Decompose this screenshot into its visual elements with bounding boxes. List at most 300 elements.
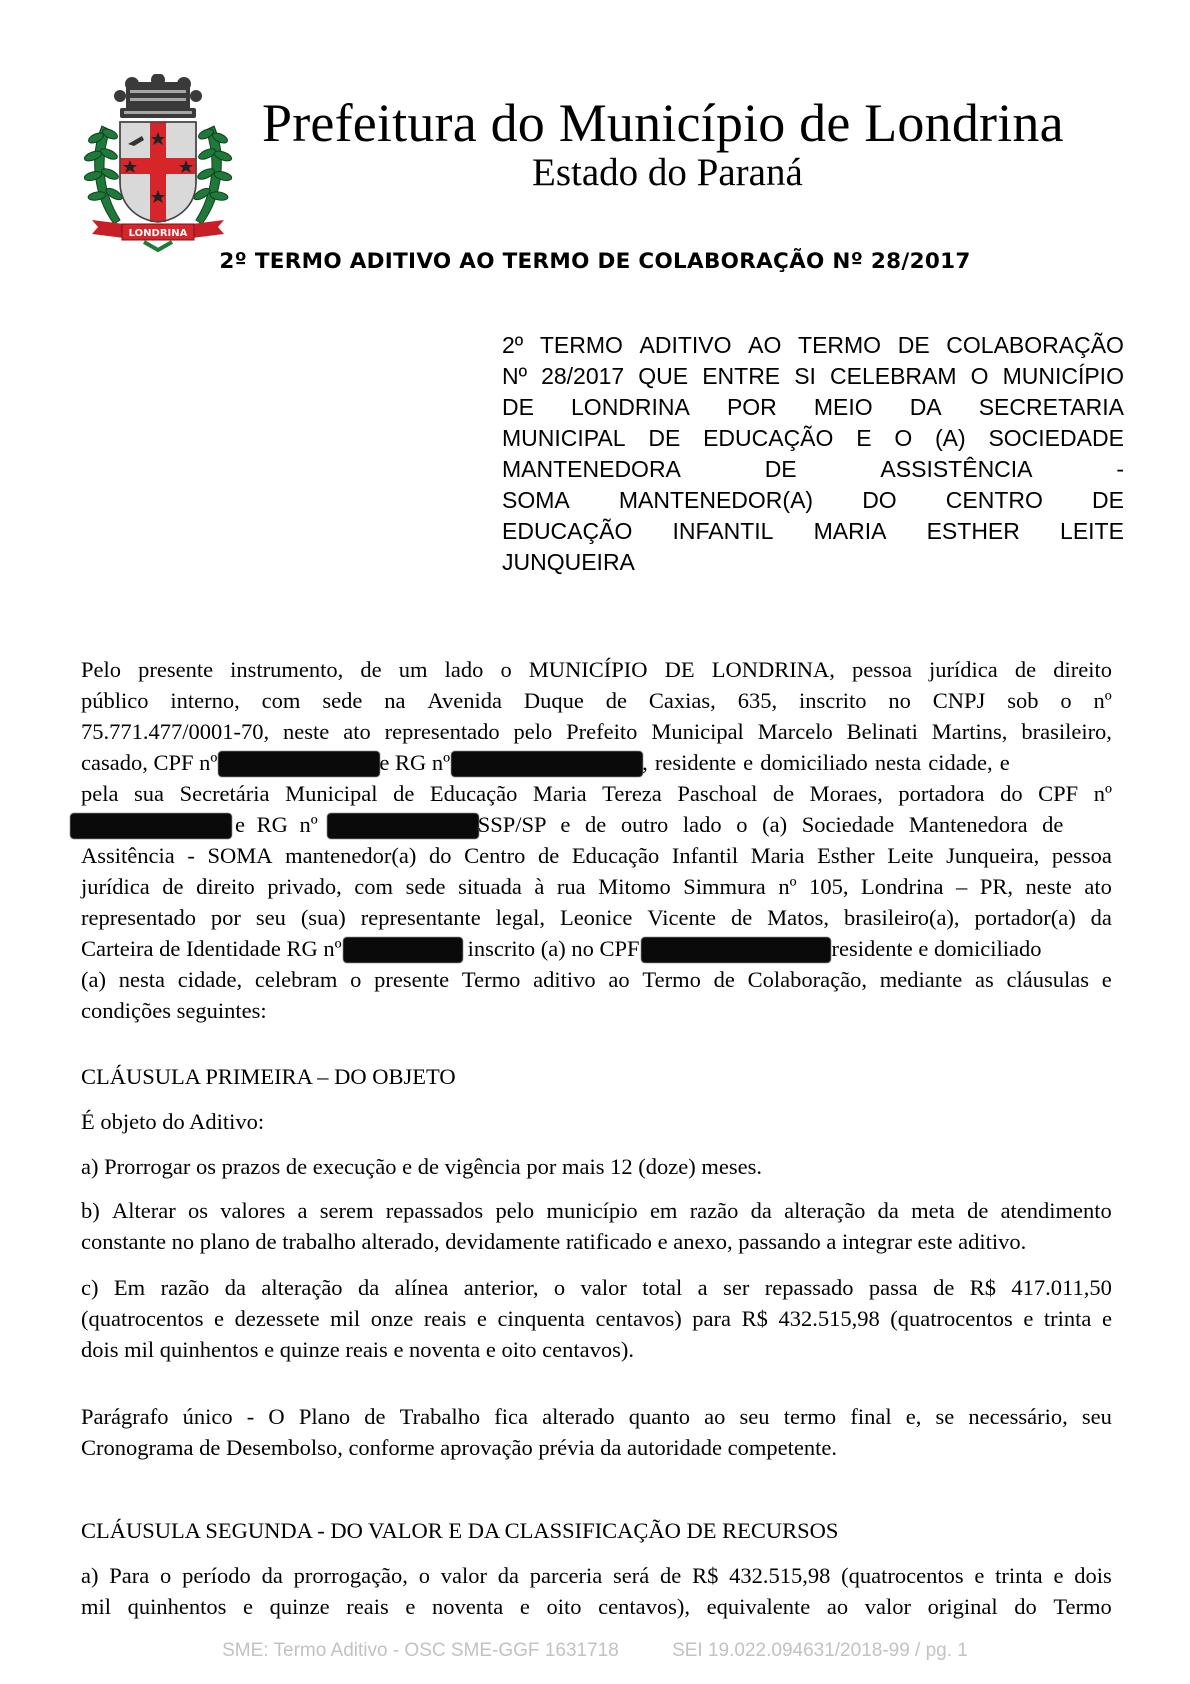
word: INFANTIL — [672, 518, 774, 544]
word: da — [497, 1563, 520, 1588]
word: reais — [423, 1306, 467, 1331]
word: Termo — [642, 967, 701, 992]
word: de — [933, 1275, 955, 1300]
word: do — [428, 843, 452, 868]
word: CPF — [1038, 781, 1079, 806]
word: – — [956, 874, 968, 899]
word: à — [534, 874, 545, 899]
word: Caxias, — [648, 688, 716, 713]
word: cidade, — [177, 967, 243, 992]
word: se — [935, 1404, 955, 1429]
paragrafo-unico: Cronograma de Desembolso, conforme aprovação prévia da autoridade competente. — [81, 1435, 837, 1460]
word: R$ — [692, 1563, 719, 1588]
word: atendimento — [1000, 1198, 1112, 1223]
word: Em — [113, 1275, 146, 1300]
word: LONDRINA, — [711, 657, 835, 682]
word: sua — [134, 781, 165, 806]
word: nº — [1093, 688, 1112, 713]
word: Secretária — [179, 781, 270, 806]
word: cinquenta — [497, 1306, 585, 1331]
word: ADITIVO — [639, 332, 732, 358]
word: repassado — [764, 1275, 854, 1300]
summary-line — [502, 330, 1124, 361]
word: MANTENEDOR(A) — [618, 487, 814, 513]
word: dezessete — [234, 1306, 320, 1331]
word: presente — [374, 967, 450, 992]
word: representante — [360, 905, 481, 930]
word: 75.771.477/0001-70, — [81, 719, 270, 744]
body-line — [81, 686, 1112, 716]
word: DE — [648, 425, 681, 451]
word: pelo — [495, 1198, 535, 1223]
word: MANTENEDORA — [502, 456, 681, 482]
word: pela — [81, 781, 119, 806]
word: Centro — [464, 843, 526, 868]
word: mil — [330, 1306, 361, 1331]
word: inscrito — [798, 688, 867, 713]
document-heading: 2º TERMO ADITIVO AO TERMO DE COLABORAÇÃO Nº 28/2017 — [219, 249, 971, 274]
word: da — [1090, 905, 1112, 930]
word: o — [160, 1563, 172, 1588]
word: neste — [283, 719, 330, 744]
page-footer — [0, 1640, 1190, 1662]
word: DE — [897, 332, 930, 358]
word: um — [398, 657, 428, 682]
word: necessário, — [968, 1404, 1068, 1429]
word: equivalente — [706, 1594, 811, 1619]
word: DE — [502, 394, 534, 420]
word: MUNICIPAL — [502, 425, 626, 451]
clause-item-a — [81, 1561, 1112, 1591]
word: SECRETARIA — [978, 394, 1124, 420]
word: e — [1101, 1306, 1112, 1331]
word: SOCIEDADE — [988, 425, 1124, 451]
word: Trabalho — [399, 1404, 481, 1429]
word: Paschoal — [677, 781, 758, 806]
word: neste — [1025, 874, 1072, 899]
word: instrumento, — [230, 657, 344, 682]
body-line — [81, 841, 1112, 871]
word: a) — [81, 1563, 99, 1588]
word: CELEBRAM — [830, 363, 957, 389]
word: alteração — [784, 1198, 866, 1223]
word: da — [224, 1275, 246, 1300]
word: da — [750, 1198, 772, 1223]
word: Infantil — [671, 843, 739, 868]
word: 105, — [809, 874, 849, 899]
word: DA — [909, 394, 942, 420]
word: alteração — [261, 1275, 343, 1300]
word: 417.011,50 — [1011, 1275, 1112, 1300]
word: Moraes, — [809, 781, 883, 806]
word: de — [1014, 657, 1037, 682]
word: Mitomo — [598, 874, 671, 899]
word: presente — [138, 657, 214, 682]
word: (a) — [81, 967, 106, 992]
word: ser — [723, 1275, 750, 1300]
word: DE — [1092, 487, 1124, 513]
word: aditivo — [533, 967, 596, 992]
word: sob — [1007, 688, 1039, 713]
body-text: , residente e domiciliado nesta cidade, e — [642, 750, 1010, 775]
word: Educação — [429, 781, 518, 806]
word: público — [81, 688, 149, 713]
word: interno, — [170, 688, 240, 713]
word: serem — [319, 1198, 374, 1223]
word: 432.515,98 — [778, 1306, 880, 1331]
word: ASSISTÊNCIA — [880, 456, 1033, 482]
word: de — [730, 905, 753, 930]
summary-line: JUNQUEIRA — [502, 549, 635, 575]
organization-subtitle: Estado do Paraná — [532, 151, 803, 194]
body-text: SSP/SP e de outro lado o (a) Sociedade Mantenedora de — [477, 812, 1064, 837]
word: os — [187, 1198, 208, 1223]
word: por — [210, 905, 241, 930]
body-text: residente e domiciliado — [831, 936, 1042, 961]
word: O — [970, 363, 989, 389]
word: privado, — [267, 874, 342, 899]
word: de — [537, 843, 560, 868]
word: LONDRINA — [571, 394, 690, 420]
word: MUNICÍPIO — [1002, 363, 1124, 389]
word: e — [214, 1306, 225, 1331]
body-line — [81, 965, 1112, 995]
clause-item-c — [81, 1304, 1112, 1334]
word: para — [692, 1306, 732, 1331]
word: razão — [160, 1275, 210, 1300]
word: seu — [255, 905, 286, 930]
word: de — [360, 657, 382, 682]
word: nº — [1093, 781, 1112, 806]
word: EDUCAÇÃO — [502, 518, 633, 544]
body-line — [81, 717, 1112, 747]
word: de — [713, 967, 735, 992]
word: ao — [704, 1404, 726, 1429]
word: valor — [440, 1563, 487, 1588]
word: final — [850, 1404, 892, 1429]
organization-title: Prefeitura do Município de Londrina — [262, 93, 1064, 153]
word: Plano — [298, 1404, 351, 1429]
word: meta — [911, 1198, 955, 1223]
clause-item-a — [81, 1592, 1112, 1622]
clause-item-a: a) Prorrogar os prazos de execução e de vigência por mais 12 (doze) meses. — [81, 1154, 762, 1179]
word: de — [772, 781, 795, 806]
clause-item-c — [81, 1273, 1112, 1303]
word: onze — [370, 1306, 414, 1331]
word: pessoa — [851, 657, 912, 682]
word: de — [605, 688, 627, 713]
word: ENTRE — [702, 363, 781, 389]
word: Londrina — [861, 874, 944, 899]
body-text: casado, CPF nº — [81, 750, 218, 775]
word: Junqueira, — [946, 843, 1040, 868]
word: de — [364, 1404, 386, 1429]
word: E — [856, 425, 872, 451]
word: Para — [109, 1563, 150, 1588]
redaction-block — [642, 938, 830, 962]
word: SOMA — [207, 843, 273, 868]
word: pessoa — [1051, 843, 1112, 868]
word: da — [877, 1198, 899, 1223]
word: Esther — [817, 843, 875, 868]
word: Maria — [750, 843, 805, 868]
word: jurídica — [929, 657, 998, 682]
word: jurídica — [81, 874, 150, 899]
word: e — [1101, 967, 1112, 992]
word: cláusulas — [1006, 967, 1090, 992]
word: Alterar — [112, 1198, 176, 1223]
body-line — [81, 779, 1112, 809]
word: 2º — [502, 332, 524, 358]
word: anterior, — [463, 1275, 539, 1300]
body-line — [81, 655, 1112, 685]
word: ao — [826, 1594, 849, 1619]
word: município — [546, 1198, 638, 1223]
word: do — [1014, 1594, 1037, 1619]
word: termo — [783, 1404, 837, 1429]
word: LEITE — [1060, 518, 1124, 544]
word: (A) — [935, 425, 966, 451]
word: Simmura — [683, 874, 766, 899]
word: MEIO — [813, 394, 873, 420]
word: o — [418, 1563, 430, 1588]
word: e — [1053, 1563, 1064, 1588]
word: trinta — [1043, 1306, 1092, 1331]
word: 635, — [737, 688, 778, 713]
word: de — [660, 1563, 682, 1588]
word: do — [1000, 781, 1023, 806]
word: DE — [664, 657, 695, 682]
word: sede — [405, 874, 446, 899]
body-line — [81, 934, 1112, 964]
word: quinze — [269, 1594, 330, 1619]
word: brasileiro(a), — [843, 905, 960, 930]
word: e — [405, 1594, 416, 1619]
word: legal, — [495, 905, 545, 930]
word: SOMA — [502, 487, 570, 513]
word: O — [268, 1404, 285, 1429]
redaction-block — [328, 814, 478, 838]
word: 432.515,98 — [729, 1563, 831, 1588]
word: portador(a) — [974, 905, 1076, 930]
word: dois — [1074, 1563, 1112, 1588]
word: o — [350, 967, 362, 992]
word: seu — [1081, 1404, 1112, 1429]
word: total — [642, 1275, 683, 1300]
summary-line — [502, 516, 1124, 547]
word: Colaboração, — [747, 967, 867, 992]
word: Nº — [502, 363, 528, 389]
footer-process-page: SEI 19.022.094631/2018-99 / pg. 1 — [672, 1640, 968, 1661]
word: e — [519, 1594, 530, 1619]
word: brasileiro, — [1021, 719, 1112, 744]
body-text: inscrito (a) no CPF — [467, 936, 640, 961]
word: e — [476, 1306, 487, 1331]
word: Pelo — [81, 657, 122, 682]
summary-line — [502, 423, 1124, 454]
word: MARIA — [813, 518, 887, 544]
word: mediante — [879, 967, 963, 992]
word: único — [182, 1404, 233, 1429]
clause-item-b — [81, 1196, 1112, 1226]
clause-intro: É objeto do Aditivo: — [81, 1109, 265, 1134]
word: trinta — [995, 1563, 1043, 1588]
clause-item-b: constante no plano de trabalho alterado, devidamente ratificado e anexo, passando a integrar este aditivo. — [81, 1229, 1027, 1254]
word: celebram — [254, 967, 338, 992]
word: sede — [322, 688, 363, 713]
word: com — [354, 874, 394, 899]
word: - — [187, 843, 195, 868]
word: Parágrafo — [81, 1404, 169, 1429]
redaction-block — [452, 752, 642, 776]
word: e — [974, 1563, 985, 1588]
footer-doc-id: SME: Termo Aditivo - OSC SME-GGF 1631718 — [222, 1640, 619, 1661]
word: Termo — [461, 967, 521, 992]
word: Prefeito — [566, 719, 638, 744]
word: DE — [764, 456, 797, 482]
word: da — [261, 1563, 283, 1588]
word: EDUCAÇÃO — [703, 425, 834, 451]
word: COLABORAÇÃO — [946, 332, 1124, 358]
word: quanto — [628, 1404, 690, 1429]
word: TERMO — [539, 332, 623, 358]
summary-line — [502, 392, 1124, 423]
word: TERMO — [798, 332, 882, 358]
redaction-block — [71, 814, 231, 838]
word: Matos, — [767, 905, 830, 930]
word: DO — [862, 487, 897, 513]
word: ESTHER — [926, 518, 1020, 544]
word: mantenedor(a) — [285, 843, 417, 868]
word: centavos) — [595, 1306, 682, 1331]
word: a — [697, 1275, 708, 1300]
word: ato — [1084, 874, 1112, 899]
word: passa — [868, 1275, 918, 1300]
word: centavos), — [598, 1594, 690, 1619]
word: período — [182, 1563, 251, 1588]
word: O — [894, 425, 913, 451]
word: em — [649, 1198, 678, 1223]
body-line — [81, 748, 1112, 778]
word: (quatrocentos — [841, 1563, 964, 1588]
word: noventa — [431, 1594, 504, 1619]
word: representado — [384, 719, 500, 744]
redaction-block — [219, 752, 379, 776]
word: representado — [81, 905, 196, 930]
word: reais — [346, 1594, 389, 1619]
clause-item-c: dois mil quinhentos e quinze reais e noventa e oito centavos). — [81, 1337, 634, 1362]
word: Maria — [532, 781, 587, 806]
word: POR — [726, 394, 777, 420]
word: CENTRO — [945, 487, 1043, 513]
word: as — [975, 967, 994, 992]
word: ato — [343, 719, 371, 744]
word: lado — [444, 657, 484, 682]
summary-line — [502, 361, 1124, 392]
word: direito — [196, 874, 255, 899]
word: (quatrocentos — [890, 1306, 1013, 1331]
word: o — [1060, 688, 1072, 713]
word: Termo — [1053, 1594, 1112, 1619]
word: o — [553, 1275, 566, 1300]
word: original — [927, 1594, 998, 1619]
word: Avenida — [427, 688, 502, 713]
word: repassados — [385, 1198, 484, 1223]
body-text: e RG nº — [379, 750, 451, 775]
word: quinhentos — [127, 1594, 227, 1619]
word: direito — [1053, 657, 1112, 682]
word: SI — [794, 363, 816, 389]
word: b) — [81, 1198, 100, 1223]
word: oito — [546, 1594, 582, 1619]
word: alterado — [542, 1404, 615, 1429]
word: com — [261, 688, 301, 713]
word: na — [384, 688, 406, 713]
word: razão — [689, 1198, 739, 1223]
coat-of-arms-icon — [84, 74, 232, 252]
word: mil — [81, 1594, 112, 1619]
word: e — [1023, 1306, 1034, 1331]
clause-title: CLÁUSULA PRIMEIRA – DO OBJETO — [81, 1064, 456, 1089]
word: nº — [778, 874, 797, 899]
word: alínea — [394, 1275, 449, 1300]
word: a — [297, 1198, 308, 1223]
word: CNPJ — [932, 688, 986, 713]
word: de — [393, 781, 415, 806]
word: valores — [220, 1198, 286, 1223]
word: Belinati — [846, 719, 918, 744]
word: rua — [556, 874, 586, 899]
summary-block — [502, 330, 1124, 578]
word: - — [246, 1404, 255, 1429]
svg-text:LONDRINA: LONDRINA — [128, 228, 188, 239]
summary-line — [502, 485, 1124, 516]
word: Duque — [523, 688, 584, 713]
word: parceria — [529, 1563, 603, 1588]
word: QUE — [638, 363, 689, 389]
word: Leonice — [559, 905, 633, 930]
word: e, — [905, 1404, 922, 1429]
word: MUNICÍPIO — [528, 657, 648, 682]
word: c) — [81, 1275, 99, 1300]
word: ao — [608, 967, 630, 992]
word: (quatrocentos — [81, 1306, 204, 1331]
word: da — [357, 1275, 380, 1300]
word: e — [243, 1594, 254, 1619]
word: será — [613, 1563, 650, 1588]
paragrafo-unico — [81, 1402, 1112, 1432]
body-text: e RG nº — [235, 812, 318, 837]
summary-line — [502, 454, 1124, 485]
word: nesta — [118, 967, 165, 992]
body-line — [81, 872, 1112, 902]
word: Tereza — [602, 781, 662, 806]
body-line — [81, 903, 1112, 933]
word: R$ — [969, 1275, 996, 1300]
word: Municipal — [285, 781, 378, 806]
word: PR, — [979, 874, 1013, 899]
body-line — [81, 810, 1112, 840]
word: Leite — [887, 843, 934, 868]
word: no — [888, 688, 911, 713]
body-text: Carteira de Identidade RG nº — [81, 936, 342, 961]
word: pelo — [513, 719, 553, 744]
word: - — [1116, 456, 1124, 482]
word: de — [967, 1198, 989, 1223]
word: o — [500, 657, 512, 682]
word: seu — [739, 1404, 770, 1429]
word: Assitência — [81, 843, 175, 868]
